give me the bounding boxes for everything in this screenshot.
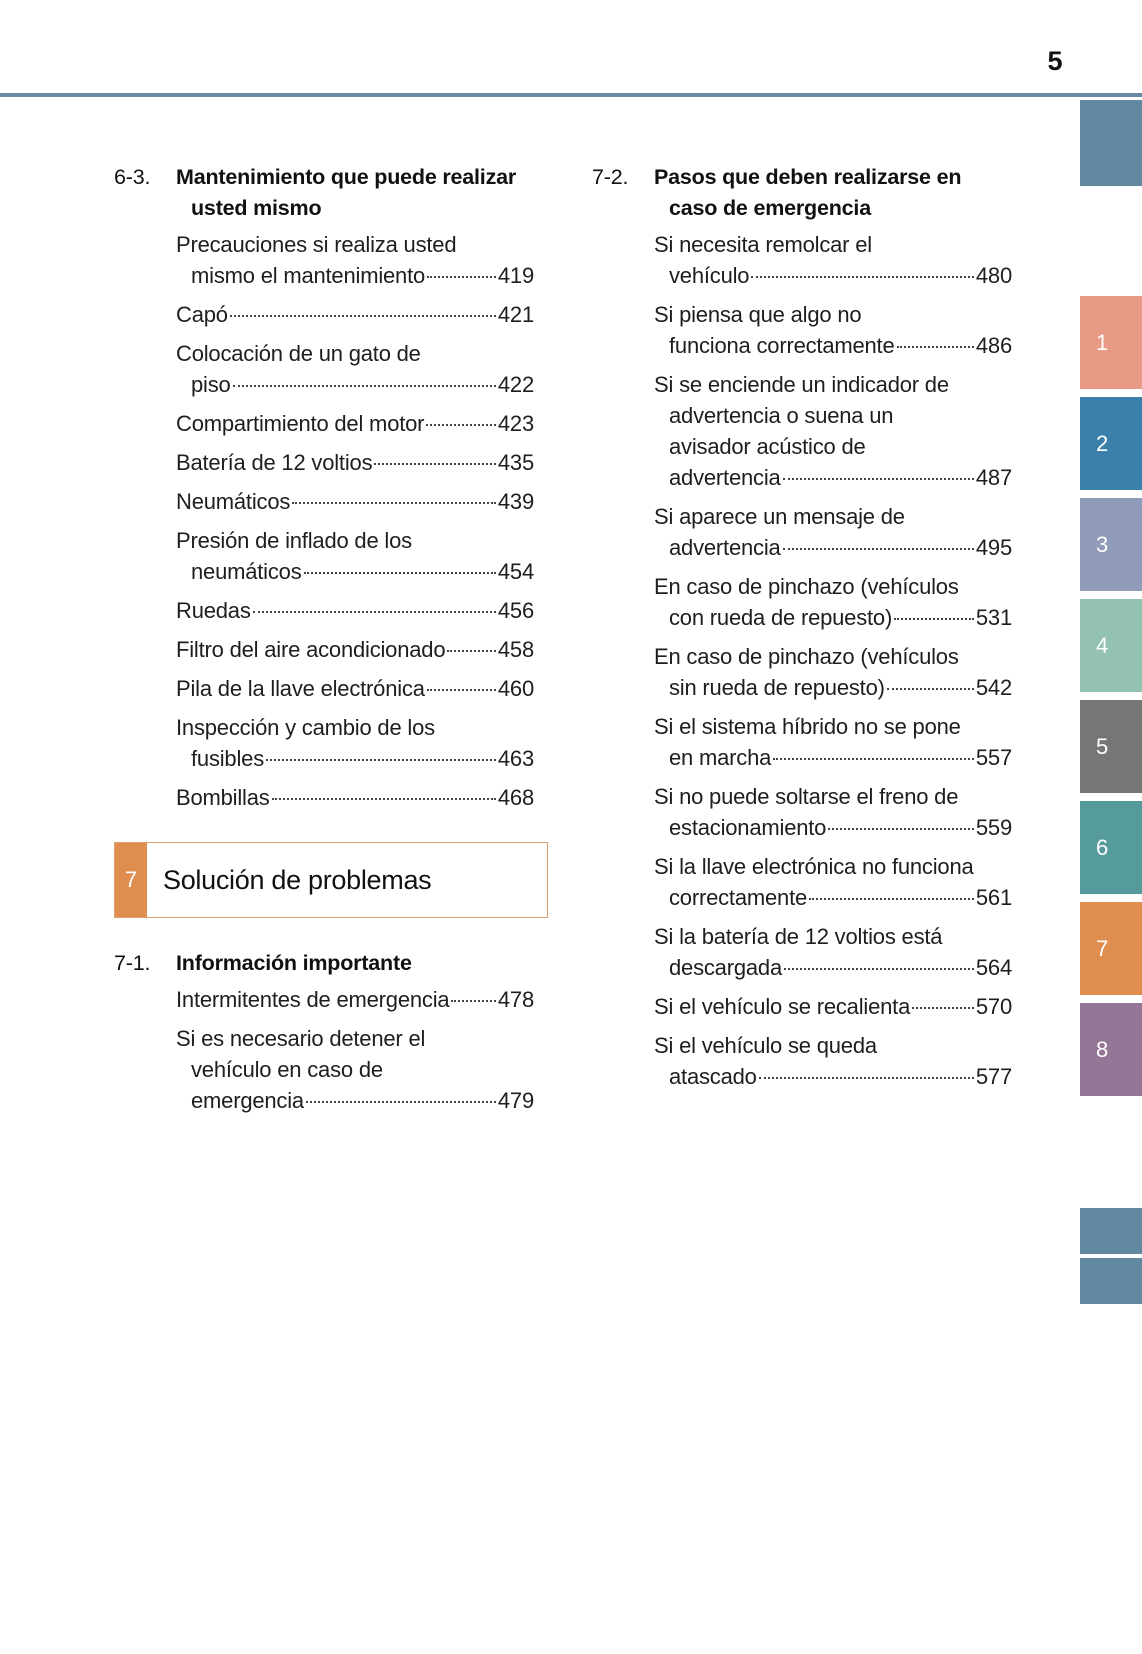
- toc-entry-line: [176, 595, 534, 626]
- chapter-tab-4[interactable]: [1080, 599, 1142, 692]
- toc-entry-line: [176, 299, 534, 330]
- toc-entry-text: Si el vehículo se queda: [654, 1033, 877, 1058]
- toc-entry-line: [654, 952, 1012, 983]
- toc-entry-text: avisador acústico de: [669, 434, 866, 459]
- toc-entry-line: [654, 882, 1012, 913]
- toc-entry-text: atascado: [669, 1064, 757, 1089]
- dot-leader: [912, 1007, 974, 1009]
- toc-entry-line: [176, 743, 534, 774]
- toc-entry-text: piso: [191, 372, 231, 397]
- toc-entry[interactable]: [176, 1023, 534, 1116]
- toc-entry-line: [176, 673, 534, 704]
- chapter-tab-label: 4: [1096, 632, 1109, 658]
- toc-left-column: [114, 162, 534, 821]
- page-reference[interactable]: 456: [497, 598, 534, 623]
- page-reference[interactable]: 439: [497, 489, 534, 514]
- toc-entry-text: fusibles: [191, 746, 264, 771]
- toc-entry[interactable]: [176, 338, 534, 400]
- toc-entry-text: emergencia: [191, 1088, 304, 1113]
- toc-entry-text: Bombillas: [176, 785, 270, 810]
- section-title: Pasos que deben realizarse en caso de emergencia: [654, 165, 962, 220]
- toc-entry-text: advertencia: [669, 535, 781, 560]
- page-number: 5: [1047, 46, 1063, 76]
- page-reference[interactable]: 454: [497, 559, 534, 584]
- toc-entry-line: [176, 447, 534, 478]
- dot-leader: [784, 968, 974, 970]
- toc-entry-text: Filtro del aire acondicionado: [176, 637, 446, 662]
- dot-leader: [427, 689, 496, 691]
- toc-entry[interactable]: [654, 571, 1012, 633]
- toc-entry-line: [654, 672, 1012, 703]
- chapter-tab-3[interactable]: [1080, 498, 1142, 591]
- section-title: Mantenimiento que puede realizar usted mismo: [176, 165, 517, 220]
- toc-entry[interactable]: [654, 641, 1012, 703]
- toc-entry-text: Presión de inflado de los: [176, 528, 412, 553]
- dot-leader: [374, 463, 496, 465]
- toc-entry-line: [176, 369, 534, 400]
- toc-entry-text: Capó: [176, 302, 228, 327]
- toc-entry[interactable]: [654, 501, 1012, 563]
- toc-entry[interactable]: [176, 673, 534, 704]
- toc-entry-text: Si aparece un mensaje de: [654, 504, 905, 529]
- dot-leader: [783, 478, 974, 480]
- dot-leader: [451, 1000, 495, 1002]
- toc-entry-text: descargada: [669, 955, 782, 980]
- toc-entry-text: Pila de la llave electrónica: [176, 676, 425, 701]
- page-reference[interactable]: 531: [975, 605, 1012, 630]
- toc-entry-line: [176, 634, 534, 665]
- section-7-1-entries: [114, 984, 534, 1116]
- toc-entry-text: Intermitentes de emergencia: [176, 987, 450, 1012]
- dot-leader: [783, 548, 974, 550]
- section-number: 7-1.: [114, 951, 151, 975]
- toc-entry[interactable]: [654, 991, 1012, 1022]
- toc-entry-text: neumáticos: [191, 559, 302, 584]
- header-rule: [0, 93, 1142, 97]
- chapter-tab-8[interactable]: [1080, 1003, 1142, 1096]
- toc-entry-line: [176, 782, 534, 813]
- toc-entry[interactable]: [654, 1030, 1012, 1092]
- page-reference[interactable]: 463: [497, 746, 534, 771]
- toc-entry-text: vehículo: [669, 263, 750, 288]
- toc-entry-text: Batería de 12 voltios: [176, 450, 373, 475]
- toc-entry[interactable]: [654, 921, 1012, 983]
- page-reference[interactable]: 419: [497, 263, 534, 288]
- toc-entry-line: [176, 408, 534, 439]
- page-reference[interactable]: 458: [497, 637, 534, 662]
- page-reference[interactable]: 564: [975, 955, 1012, 980]
- chapter-tab-label: 8: [1096, 1036, 1109, 1062]
- chapter-7-banner[interactable]: [114, 842, 548, 918]
- dot-leader: [266, 759, 496, 761]
- page-reference[interactable]: 486: [975, 333, 1012, 358]
- toc-entry-text: Si es necesario detener el: [176, 1026, 426, 1051]
- chapter-tab-label: 6: [1096, 834, 1109, 860]
- toc-entry-text: mismo el mantenimiento: [191, 263, 426, 288]
- page-reference[interactable]: 561: [975, 885, 1012, 910]
- toc-left-column-lower: [114, 948, 534, 1124]
- toc-entry-text: Si se enciende un indicador de: [654, 372, 949, 397]
- section-tab[interactable]: [1080, 1208, 1142, 1254]
- dot-leader: [887, 688, 974, 690]
- section-7-2-heading: [592, 162, 1012, 224]
- toc-entry-text: Si el vehículo se recalienta: [654, 994, 911, 1019]
- page-reference[interactable]: 468: [497, 785, 534, 810]
- dot-leader: [894, 618, 974, 620]
- dot-leader: [427, 276, 496, 278]
- page-reference[interactable]: 421: [497, 302, 534, 327]
- chapter-tab-7[interactable]: [1080, 902, 1142, 995]
- toc-entry[interactable]: [176, 447, 534, 478]
- toc-entry[interactable]: [176, 712, 534, 774]
- dot-leader: [809, 898, 974, 900]
- toc-entry-line: [176, 486, 534, 517]
- toc-entry[interactable]: [654, 851, 1012, 913]
- page-reference[interactable]: 487: [975, 465, 1012, 490]
- toc-entry-text: estacionamiento: [669, 815, 827, 840]
- toc-entry-text: Si piensa que algo no: [654, 302, 862, 327]
- page-reference[interactable]: 542: [975, 675, 1012, 700]
- toc-entry[interactable]: [176, 486, 534, 517]
- chapter-tab-label: 1: [1096, 329, 1109, 355]
- chapter-tab-5[interactable]: [1080, 700, 1142, 793]
- dot-leader: [773, 758, 974, 760]
- toc-entry-text: sin rueda de repuesto): [669, 675, 885, 700]
- toc-entry-text: Compartimiento del motor: [176, 411, 425, 436]
- dot-leader: [253, 611, 496, 613]
- page-reference[interactable]: 570: [975, 994, 1012, 1019]
- page-reference[interactable]: 559: [975, 815, 1012, 840]
- chapter-title: Solución de problemas: [163, 864, 432, 895]
- toc-entry[interactable]: [654, 711, 1012, 773]
- toc-entry[interactable]: [176, 299, 534, 330]
- toc-entry-text: Si necesita remolcar el: [654, 232, 872, 257]
- section-number: 7-2.: [592, 165, 629, 189]
- toc-entry-text: En caso de pinchazo (vehículos: [654, 574, 959, 599]
- toc-entry-text: Si no puede soltarse el freno de: [654, 784, 959, 809]
- toc-entry-line: [654, 330, 1012, 361]
- toc-right-column: [592, 162, 1012, 1100]
- toc-entry-line: [654, 991, 1012, 1022]
- page-reference[interactable]: 423: [497, 411, 534, 436]
- section-7-1-heading: [114, 948, 534, 979]
- toc-entry-line: [176, 1085, 534, 1116]
- toc-entry-text: Si la llave electrónica no funciona: [654, 854, 974, 879]
- toc-entry-line: [176, 260, 534, 291]
- toc-entry[interactable]: [176, 782, 534, 813]
- page-reference[interactable]: 479: [497, 1088, 534, 1113]
- section-6-3-entries: [114, 229, 534, 813]
- toc-entry-text: Inspección y cambio de los: [176, 715, 435, 740]
- toc-entry-text: Neumáticos: [176, 489, 291, 514]
- page-reference[interactable]: 495: [975, 535, 1012, 560]
- toc-entry-line: [654, 1061, 1012, 1092]
- toc-entry-text: Ruedas: [176, 598, 251, 623]
- toc-entry-line: [654, 260, 1012, 291]
- section-7-2-entries: [592, 229, 1012, 1092]
- toc-entry-line: [654, 742, 1012, 773]
- toc-entry-text: advertencia: [669, 465, 781, 490]
- page-reference[interactable]: 478: [497, 987, 534, 1012]
- page-reference[interactable]: 577: [975, 1064, 1012, 1089]
- toc-entry-text: en marcha: [669, 745, 772, 770]
- toc-entry[interactable]: [176, 984, 534, 1015]
- toc-entry[interactable]: [176, 408, 534, 439]
- chapter-tab-label: 3: [1096, 531, 1109, 557]
- toc-entry-text: vehículo en caso de: [191, 1057, 383, 1082]
- dot-leader: [233, 385, 496, 387]
- dot-leader: [447, 650, 496, 652]
- dot-leader: [751, 276, 974, 278]
- toc-entry[interactable]: [176, 525, 534, 587]
- toc-entry[interactable]: [176, 634, 534, 665]
- dot-leader: [292, 502, 496, 504]
- page-reference[interactable]: 435: [497, 450, 534, 475]
- toc-entry-text: Colocación de un gato de: [176, 341, 421, 366]
- chapter-tab-label: 7: [1096, 935, 1109, 961]
- toc-entry-line: [654, 812, 1012, 843]
- toc-entry-text: funciona correctamente: [669, 333, 895, 358]
- dot-leader: [304, 572, 496, 574]
- toc-entry[interactable]: [654, 781, 1012, 843]
- toc-entry-line: [654, 462, 1012, 493]
- dot-leader: [426, 424, 496, 426]
- dot-leader: [759, 1077, 974, 1079]
- section-title: Información importante: [176, 951, 412, 975]
- page-reference[interactable]: 480: [975, 263, 1012, 288]
- toc-entry-text: Si la batería de 12 voltios está: [654, 924, 943, 949]
- dot-leader: [897, 346, 974, 348]
- section-6-3-heading: [114, 162, 534, 224]
- toc-entry-text: Si el sistema híbrido no se pone: [654, 714, 961, 739]
- toc-entry-line: [176, 984, 534, 1015]
- chapter-tab-1[interactable]: [1080, 296, 1142, 389]
- chapter-number-badge: 7: [115, 843, 147, 917]
- toc-entry-line: [654, 532, 1012, 563]
- toc-entry-text: En caso de pinchazo (vehículos: [654, 644, 959, 669]
- dot-leader: [306, 1101, 496, 1103]
- page-reference[interactable]: 422: [497, 372, 534, 397]
- toc-entry-line: [654, 602, 1012, 633]
- toc-entry[interactable]: [176, 595, 534, 626]
- toc-entry-text: con rueda de repuesto): [669, 605, 893, 630]
- toc-entry[interactable]: [176, 229, 534, 291]
- section-tab[interactable]: [1080, 100, 1142, 186]
- chapter-tab-label: 5: [1096, 733, 1109, 759]
- toc-entry[interactable]: [654, 299, 1012, 361]
- toc-entry-text: correctamente: [669, 885, 808, 910]
- dot-leader: [828, 828, 974, 830]
- chapter-tab-label: 2: [1096, 430, 1109, 456]
- dot-leader: [272, 798, 496, 800]
- chapter-tab-6[interactable]: [1080, 801, 1142, 894]
- section-number: 6-3.: [114, 165, 151, 189]
- chapter-tab-2[interactable]: [1080, 397, 1142, 490]
- toc-entry[interactable]: [654, 369, 1012, 493]
- page-reference[interactable]: 460: [497, 676, 534, 701]
- section-tab[interactable]: [1080, 1258, 1142, 1304]
- toc-entry-text: Precauciones si realiza usted: [176, 232, 457, 257]
- dot-leader: [230, 315, 496, 317]
- toc-entry[interactable]: [654, 229, 1012, 291]
- page-reference[interactable]: 557: [975, 745, 1012, 770]
- toc-entry-line: [176, 556, 534, 587]
- toc-entry-text: advertencia o suena un: [669, 403, 894, 428]
